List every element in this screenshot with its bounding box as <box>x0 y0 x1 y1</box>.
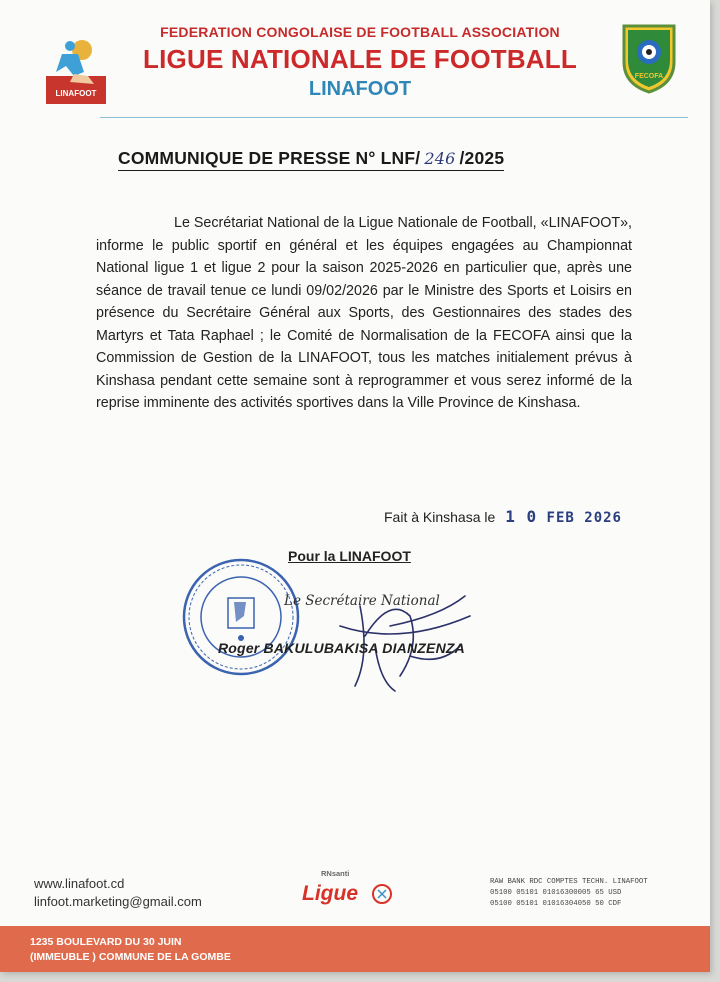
title-suffix: /2025 <box>459 148 505 168</box>
address-line-1: 1235 BOULEVARD DU 30 JUIN <box>30 936 182 948</box>
date-year: 2026 <box>584 510 622 526</box>
footer-bank-details <box>490 877 700 910</box>
fecofa-crest <box>618 22 680 94</box>
for-linafoot: Pour la LINAFOOT <box>288 548 411 564</box>
fecofa-crest-text: FECOFA <box>634 73 664 80</box>
footer-address-band <box>0 926 710 972</box>
federation-name: FEDERATION CONGOLAISE DE FOOTBALL ASSOCIATION <box>160 24 560 40</box>
league-acronym: LINAFOOT <box>308 78 412 100</box>
linafoot-logo-text: LINAFOOT <box>55 89 97 98</box>
league-name: LIGUE NATIONALE DE FOOTBALL <box>143 44 577 74</box>
bank-line: 05100 05101 01016304050 50 CDF <box>490 900 622 908</box>
body-paragraph: Le Secrétariat National de la Ligue Nationale de Football, «LINAFOOT», informe le public sportif en général et les équipes engagées au Championnat National ligue 1 et ligue 2 pour la saison 2025-2026 en particulier que, après une séance de travail tenue ce lundi 09/02/2026 par le Ministre des Sports et Loisirs en présence du Secrétaire Général aux Sports, des Gestionnaires des stades des Martyrs et Tata Raphael ; le Comité de Normalisation de la FECOFA ainsi que la Commission de Gestion de la LINAFOOT, tous les matches initialement prévus à Kinshasa pendant cette semaine sont à reprogrammer et vous serez informé de la reprise imminente des activités sportives dans la Ville Province de Kinshasa. <box>96 215 632 411</box>
header-divider <box>100 117 688 118</box>
title-prefix: COMMUNIQUE DE PRESSE N° LNF/ <box>118 148 421 168</box>
press-release-title <box>118 148 504 171</box>
signatory-position: Le Secrétaire National <box>284 593 440 609</box>
date-month: FEB <box>546 510 575 526</box>
place-text: Fait à Kinshasa le <box>384 509 496 525</box>
address-line-2: (IMMEUBLE ) COMMUNE DE LA GOMBE <box>30 951 231 963</box>
signatory-name: Roger BAKULUBAKISA DIANZENZA <box>218 640 465 656</box>
linafoot-logo <box>44 32 108 108</box>
bank-line: RAW BANK RDC COMPTES TECHN. LINAFOOT <box>490 878 648 886</box>
communique-body <box>96 212 632 415</box>
place-date-line <box>384 507 622 526</box>
official-stamp <box>180 556 302 678</box>
footer-website[interactable]: www.linafoot.cd <box>34 876 125 891</box>
bank-line: 05100 05101 01016300005 65 USD <box>490 889 622 897</box>
ligue-sponsor-text: RNsanti <box>321 869 350 878</box>
date-stamp <box>505 507 622 526</box>
ligue-wordmark: Ligue <box>302 882 358 905</box>
footer-email[interactable]: linfoot.marketing@gmail.com <box>34 894 202 909</box>
release-number: 246 <box>424 149 456 168</box>
date-day: 1 0 <box>505 507 538 526</box>
